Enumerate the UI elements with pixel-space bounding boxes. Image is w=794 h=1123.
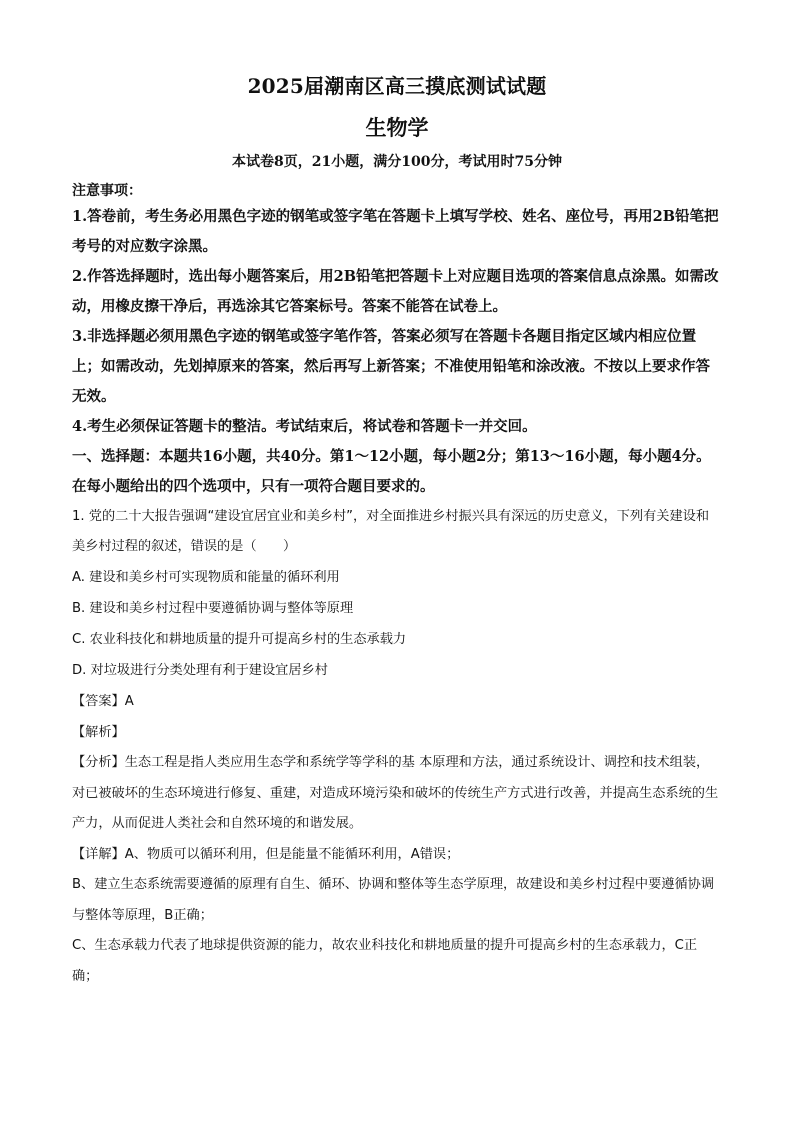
notice-heading: 注意事项： bbox=[72, 183, 142, 199]
detail-paragraph: C、生态承载力代表了地球提供资源的能力，故农业科技化和耕地质量的提升可提高乡村的生态承载力，C正确； bbox=[72, 938, 698, 984]
notice-item: 2.作答选择题时，选出每小题答案后，用2B铅笔把答题卡上对应题目选项的答案信息点涂黑。如需改动，用橡皮擦干净后，再选涂其它答案标号。答案不能答在试卷上。 bbox=[72, 268, 719, 315]
option-d: D. 对垃圾进行分类处理有利于建设宜居乡村 bbox=[72, 663, 328, 678]
option-b: B. 建设和美乡村过程中要遵循协调与整体等原理 bbox=[72, 601, 354, 616]
section-heading: 一、选择题：本题共16小题，共40分。第1～12小题，每小题2分；第13～16小题，每小题4分。在每小题给出的四个选项中，只有一项符合题目要求的。 bbox=[72, 448, 711, 495]
detail-paragraph: 【详解】A、物质可以循环利用，但是能量不能循环利用，A错误； bbox=[72, 846, 460, 862]
notice-item: 4.考生必须保证答题卡的整洁。考试结束后，将试卷和答题卡一并交回。 bbox=[72, 418, 537, 435]
subject-title: 生物学 bbox=[365, 115, 429, 140]
question-stem: 1. 党的二十大报告强调“建设宜居宜业和美乡村”，对全面推进乡村振兴具有深远的历史意义，下列有关建设和美乡村过程的叙述，错误的是（ ） bbox=[72, 509, 710, 554]
option-a: A. 建设和美乡村可实现物质和能量的循环利用 bbox=[72, 570, 340, 585]
analysis-tag: 【解析】 bbox=[72, 725, 125, 740]
exam-info: 本试卷8页，21小题，满分100分，考试用时75分钟 bbox=[232, 154, 562, 170]
option-c: C. 农业科技化和耕地质量的提升可提高乡村的生态承载力 bbox=[72, 632, 407, 647]
detail-paragraph: B、建立生态系统需要遵循的原理有自生、循环、协调和整体等生态学原理，故建设和美乡村过程中要遵循协调与整体等原理，B正确； bbox=[72, 877, 715, 923]
analysis-paragraph: 【分析】生态工程是指人类应用生态学和系统学等学科的基 本原理和方法，通过系统设计、调控和技术组装， 对已被破坏的生态环境进行修复、重建，对造成环境污染和破坏的传统生产方式进行改善，并提高生态系统的生产力，从而促进人类社会和自然环境的和谐发展。 bbox=[72, 755, 719, 831]
notice-item: 3.非选择题必须用黑色字迹的钢笔或签字笔作答，答案必须写在答题卡各题目指定区域内相应位置上；如需改动，先划掉原来的答案，然后再写上新答案；不准使用铅笔和涂改液。不按以上要求作答无效。 bbox=[72, 328, 710, 405]
notice-item: 1.答卷前，考生务必用黑色字迹的钢笔或签字笔在答题卡上填写学校、姓名、座位号，再用2B铅笔把考号的对应数字涂黑。 bbox=[72, 208, 719, 255]
exam-title: 2025届潮南区高三摸底测试试题 bbox=[247, 74, 547, 98]
answer-line: 【答案】A bbox=[72, 694, 134, 709]
